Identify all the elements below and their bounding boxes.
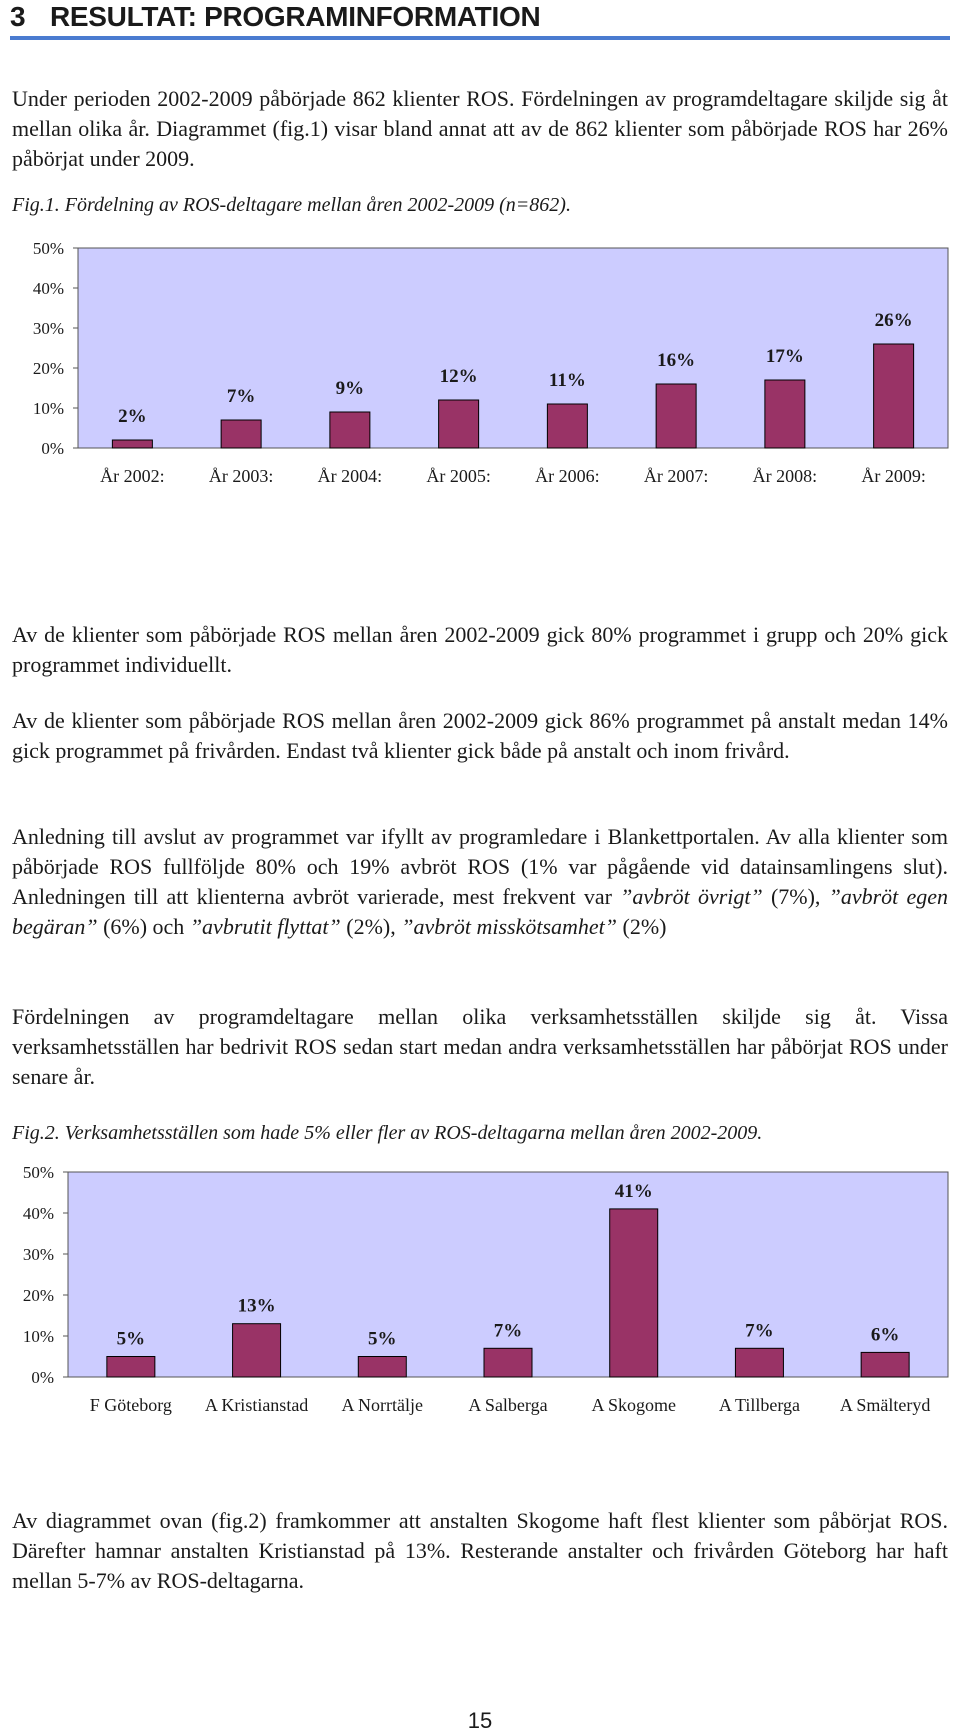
bar-value-label: 7%	[493, 1320, 523, 1342]
bar-value-label: 9%	[335, 378, 365, 399]
institution-paragraph: Av de klienter som påbörjade ROS mellan åren 2002-2009 gick 86% programmet på anstalt medan 14% gick programmet på frivården. Endast två klienter gick både på anstalt och inom frivård.	[12, 708, 948, 763]
bar-value-label: 26%	[874, 310, 913, 331]
category-label: År 2007:	[643, 466, 709, 486]
completion-paragraph	[12, 822, 948, 942]
category-label: A Tillberga	[718, 1395, 801, 1415]
bar-value-label: 7%	[745, 1320, 774, 1342]
figure-2-caption: Fig.2. Verksamhetsställen som hade 5% eller fler av ROS-deltagarna mellan åren 2002-2009.	[12, 1122, 763, 1144]
category-label: År 2002:	[100, 466, 165, 486]
bar	[112, 440, 152, 448]
y-tick-label: 40%	[22, 1204, 54, 1223]
category-label: F Göteborg	[89, 1395, 172, 1415]
y-tick-label: 20%	[22, 1286, 54, 1305]
figure-2-chart	[0, 1152, 960, 1452]
distribution-paragraph: Fördelningen av programdeltagare mellan olika verksamhetsställen skiljde sig åt. Vissa verksamhetsställen har bedrivit ROS sedan start medan andra verksamhetsställen har påbörjat ROS under senare år.	[12, 1004, 948, 1089]
y-tick-label: 0%	[31, 1368, 54, 1387]
bar	[484, 1348, 532, 1377]
completion-text-5: (2%)	[617, 914, 667, 939]
y-tick-label: 30%	[32, 319, 64, 338]
bar	[765, 380, 805, 448]
quote-avbrot-ovrigt: ”avbröt övrigt”	[620, 884, 763, 909]
figure-2-svg	[0, 1152, 960, 1452]
bar-value-label: 17%	[765, 346, 804, 367]
figure-1-caption: Fig.1. Fördelning av ROS-deltagare mellan åren 2002-2009 (n=862).	[12, 194, 571, 216]
completion-text-3: (6%) och	[97, 914, 190, 939]
bar-value-label: 13%	[237, 1295, 276, 1317]
completion-text: Anledning till avslut av programmet var ifyllt av programledare i Blankettportalen. Av alla klienter som påbörjade ROS fullföljde 80% och 19% avbröt ROS (1% var pågående vid datainsamlingens slut). Anledningen till att klienterna avbröt varierade, mest frekvent var	[12, 824, 948, 909]
category-label: A Smälteryd	[839, 1395, 931, 1415]
bar-value-label: 16%	[657, 350, 696, 371]
bar-value-label: 41%	[614, 1180, 653, 1202]
bar	[861, 1352, 909, 1377]
bar	[107, 1357, 155, 1378]
bar-value-label: 2%	[118, 406, 147, 427]
page-number: 15	[467, 1708, 493, 1733]
category-label: År 2003:	[208, 466, 274, 486]
bar-value-label: 12%	[439, 366, 478, 387]
y-tick-label: 30%	[22, 1245, 54, 1264]
bar-value-label: 11%	[548, 370, 586, 391]
category-label: A Kristianstad	[204, 1395, 309, 1415]
conclusion-paragraph: Av diagrammet ovan (fig.2) framkommer att anstalten Skogome haft flest klienter som påbörjat ROS. Därefter hamnar anstalten Kristianstad på 13%. Resterande anstalter och frivården Göteborg har haft mellan 5-7% av ROS-deltagarna.	[12, 1508, 948, 1593]
category-label: År 2009:	[861, 466, 926, 486]
bar	[547, 404, 587, 448]
y-tick-label: 40%	[32, 279, 64, 298]
category-label: År 2004:	[317, 466, 383, 486]
y-tick-label: 10%	[22, 1327, 54, 1346]
bar	[330, 412, 370, 448]
quote-avbrot-misskotsamhet: ”avbröt misskötsamhet”	[401, 914, 618, 939]
bar	[221, 420, 261, 448]
section-heading	[10, 0, 950, 40]
bar	[610, 1209, 658, 1377]
y-tick-label: 0%	[41, 439, 64, 458]
bar-value-label: 5%	[116, 1328, 146, 1350]
bar	[735, 1348, 783, 1377]
bar-value-label: 7%	[226, 386, 256, 407]
section-title: RESULTAT: PROGRAMINFORMATION	[50, 1, 541, 32]
y-tick-label: 50%	[32, 239, 64, 258]
quote-avbrutit-flyttat: ”avbrutit flyttat”	[189, 914, 341, 939]
bar	[233, 1324, 281, 1377]
y-tick-label: 20%	[32, 359, 64, 378]
bar	[874, 344, 914, 448]
category-label: År 2008:	[752, 466, 818, 486]
completion-text-4: (2%),	[340, 914, 402, 939]
quote-avbrot-egen-begaran: ”avbröt egen begäran”	[12, 884, 948, 939]
section-number: 3	[10, 1, 26, 32]
bar	[439, 400, 479, 448]
group-paragraph: Av de klienter som påbörjade ROS mellan åren 2002-2009 gick 80% programmet i grupp och 20% gick programmet individuellt.	[12, 622, 948, 677]
completion-text-2: (7%),	[762, 884, 829, 909]
intro-paragraph: Under perioden 2002-2009 påbörjade 862 klienter ROS. Fördelningen av programdeltagare skiljde sig åt mellan olika år. Diagrammet (fig.1) visar bland annat att av de 862 klienter som påbörjade ROS har 26% påbörjat under 2009.	[12, 86, 948, 171]
bar	[358, 1357, 406, 1378]
bar-value-label: 5%	[368, 1328, 397, 1350]
bar	[656, 384, 696, 448]
category-label: A Skogome	[591, 1395, 676, 1415]
bar-value-label: 6%	[870, 1324, 900, 1346]
category-label: A Norrtälje	[341, 1395, 424, 1415]
y-tick-label: 50%	[22, 1163, 54, 1182]
category-label: A Salberga	[468, 1395, 548, 1415]
category-label: År 2006:	[535, 466, 600, 486]
figure-1-svg	[0, 228, 960, 548]
y-tick-label: 10%	[32, 399, 64, 418]
plot-area	[78, 248, 948, 448]
plot-area	[68, 1172, 948, 1377]
figure-1-chart	[0, 228, 960, 548]
category-label: År 2005:	[426, 466, 491, 486]
